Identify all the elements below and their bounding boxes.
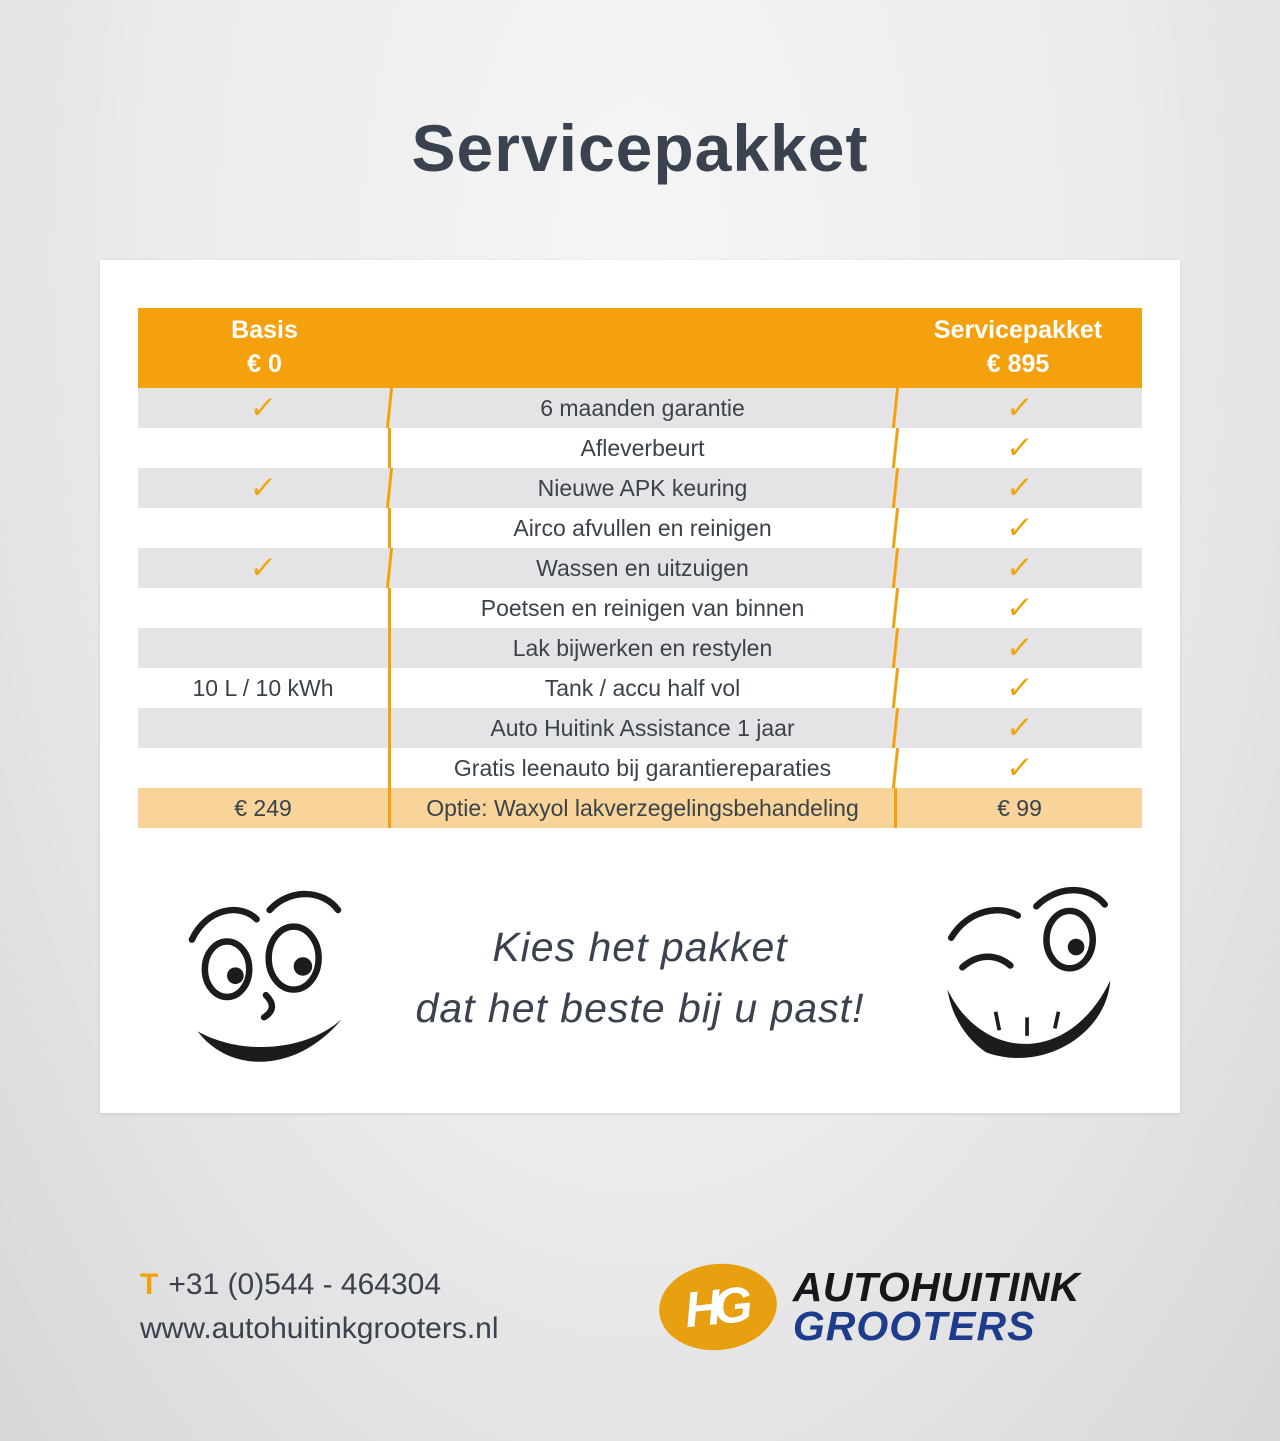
service-title: Servicepakket (933, 316, 1103, 345)
phone-number: +31 (0)544 - 464304 (168, 1268, 442, 1301)
feature-label: Gratis leenauto bij garantiereparaties (453, 754, 832, 781)
footer (140, 1263, 1080, 1350)
table-row (138, 588, 1142, 628)
hg-monogram-text: HG (681, 1275, 749, 1338)
feature-column-header (391, 308, 894, 388)
feature-label: Poetsen en reinigen van binnen (480, 594, 805, 621)
service-cell: ✓ (892, 628, 1144, 668)
service-cell: ✓ (892, 508, 1144, 548)
basis-cell: ✓ (136, 388, 393, 428)
option-basis-price: € 249 (138, 788, 391, 828)
basis-cell (138, 508, 391, 548)
table-row (138, 708, 1142, 748)
tagline-line1: Kies het pakket (492, 923, 788, 970)
table-row (138, 508, 1142, 548)
table-row (138, 388, 1142, 428)
hg-monogram-icon (655, 1258, 781, 1356)
basis-cell: 10 L / 10 kWh (138, 668, 391, 708)
feature-label: Airco afvullen en reinigen (513, 514, 772, 541)
basis-price: € 0 (247, 350, 282, 378)
feature-label: Auto Huitink Assistance 1 jaar (490, 714, 795, 741)
service-cell: ✓ (892, 388, 1144, 428)
phone-label: T (140, 1268, 159, 1301)
service-cell: ✓ (892, 548, 1144, 588)
phone-line (140, 1263, 499, 1307)
basis-cell (138, 428, 391, 468)
service-cell: ✓ (892, 708, 1144, 748)
servicepakket-card (100, 260, 1180, 1113)
basis-title: Basis (231, 316, 298, 345)
table-row (138, 468, 1142, 508)
service-price: € 895 (986, 350, 1050, 378)
pricing-table (138, 308, 1142, 828)
smiley-face-left-icon (166, 878, 351, 1078)
contact-block (140, 1263, 499, 1350)
tagline-section (138, 878, 1142, 1078)
table-row (138, 748, 1142, 788)
feature-label: Wassen en uitzuigen (536, 554, 749, 581)
company-logo (659, 1264, 1080, 1350)
service-column-header (894, 308, 1142, 388)
service-cell: ✓ (892, 428, 1144, 468)
tagline-text (416, 917, 865, 1040)
table-row (138, 548, 1142, 588)
basis-cell: ✓ (136, 468, 393, 508)
feature-label: 6 maanden garantie (540, 394, 745, 421)
feature-label: Tank / accu half vol (544, 674, 741, 701)
basis-column-header (138, 308, 391, 388)
basis-cell: ✓ (136, 548, 393, 588)
logo-wordmark (792, 1263, 1080, 1349)
logo-line1: AUTOHUITINK (792, 1263, 1080, 1310)
website-link[interactable]: www.autohuitinkgrooters.nl (140, 1311, 499, 1345)
basis-cell (138, 588, 391, 628)
table-row (138, 628, 1142, 668)
option-row (138, 788, 1142, 828)
service-cell: ✓ (892, 588, 1144, 628)
feature-label: Lak bijwerken en restylen (512, 634, 773, 661)
basis-cell (138, 748, 391, 788)
option-service-price: € 99 (894, 788, 1142, 828)
table-row (138, 668, 1142, 708)
table-row (138, 428, 1142, 468)
basis-cell (138, 628, 391, 668)
service-cell: ✓ (892, 668, 1144, 708)
service-cell: ✓ (892, 468, 1144, 508)
feature-label: Afleverbeurt (580, 434, 705, 461)
basis-cell (138, 708, 391, 748)
logo-line2: GROOTERS (792, 1302, 1036, 1349)
tagline-line2: dat het beste bij u past! (415, 985, 865, 1031)
page-title: Servicepakket (411, 111, 869, 185)
feature-label: Nieuwe APK keuring (537, 474, 748, 501)
service-cell: ✓ (892, 748, 1144, 788)
option-label: Optie: Waxyol lakverzegelingsbehandeling (426, 794, 859, 821)
table-header (138, 308, 1142, 388)
smiley-face-right-icon (929, 878, 1114, 1078)
